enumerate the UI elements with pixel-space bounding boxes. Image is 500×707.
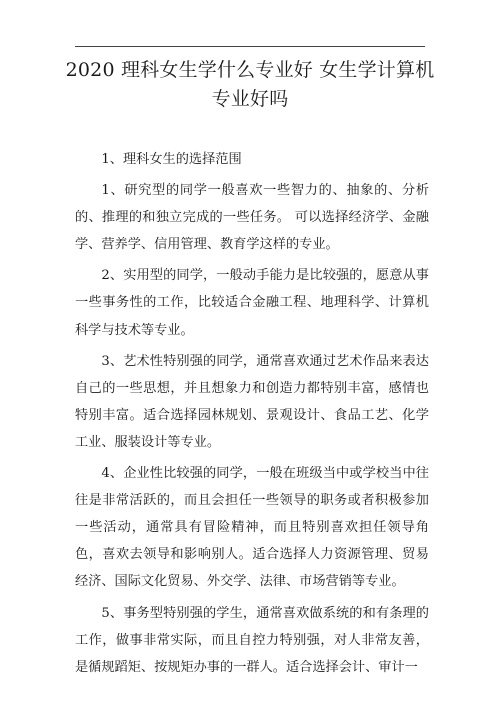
- paragraph: 2、实用型的同学，一般动手能力是比较强的，愿意从事一些事务性的工作，比较适合金融工程、地理科学、计算机科学与技术等专业。: [75, 268, 429, 338]
- title-line-1: 2020 理科女生学什么专业好 女生学计算机: [65, 59, 435, 81]
- section-heading: 1、理科女生的选择范围: [101, 152, 242, 167]
- document-body: [75, 146, 429, 685]
- page-title: [60, 56, 440, 114]
- paragraph: 5、事务型特别强的学生，通常喜欢做系统的和有条理的工作，做事非常实际，而且自控力特别强，对人非常友善，是循规蹈矩、按规矩办事的一群人。适合选择会计、审计一: [75, 605, 429, 675]
- paragraph: 3、艺术性特别强的同学，通常喜欢通过艺术作品来表达自己的一些思想，并且想象力和创造力都特别丰富，感情也特别丰富。适合选择园林规划、景观设计、食品工艺、化学工业、服装设计等专业。: [75, 353, 429, 450]
- paragraph: 4、企业性比较强的同学，一般在班级当中或学校当中往往是非常活跃的，而且会担任一些领导的职务或者积极参加一些活动，通常具有冒险精神，而且特别喜欢担任领导角色，喜欢去领导和影响别人。适合选择人力资源管理、贸易经济、国际文化贸易、外交学、法律、市场营销等专业。: [75, 466, 429, 590]
- header-rule: [75, 46, 425, 47]
- title-line-2: 专业好吗: [211, 88, 289, 110]
- paragraph: 1、研究型的同学一般喜欢一些智力的、抽象的、分析的、推理的和独立完成的一些任务。 可以选择经济学、金融学、营养学、信用管理、教育学这样的专业。: [75, 183, 429, 253]
